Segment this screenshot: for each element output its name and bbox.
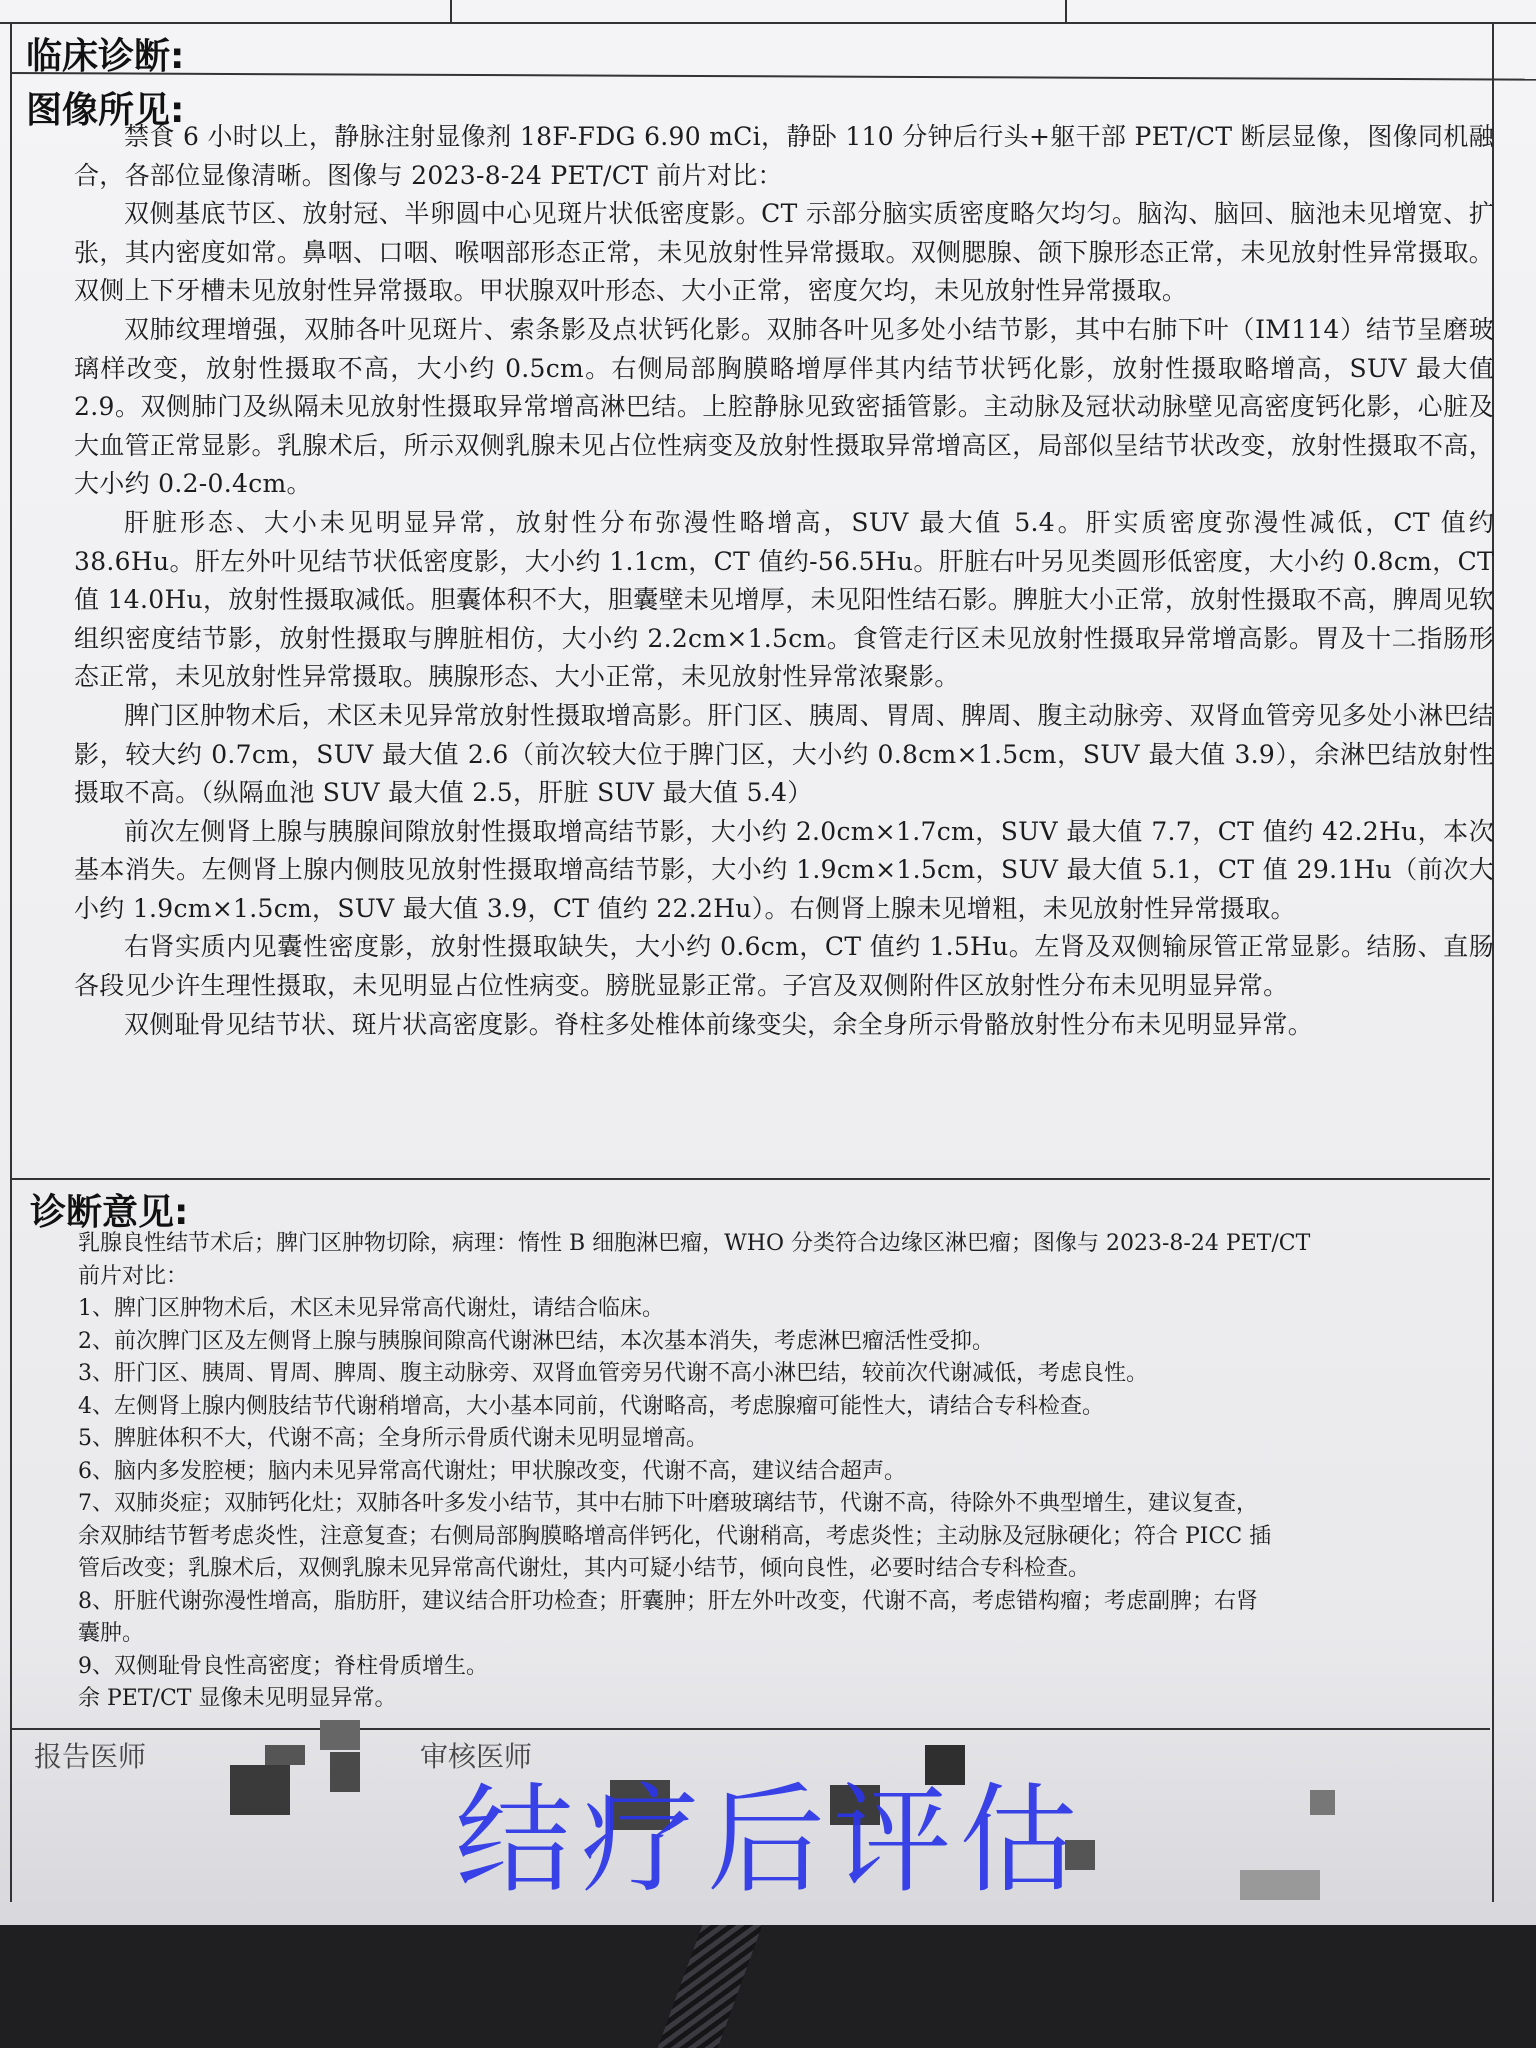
reviewer-label: 审核医师 bbox=[420, 1740, 533, 1773]
divider-line bbox=[10, 1178, 1490, 1180]
impression-line: 7、双肺炎症；双肺钙化灶；双肺各叶多发小结节，其中右肺下叶磨玻璃结节，代谢不高，待除外不典型增生，建议复查， bbox=[78, 1491, 1259, 1516]
findings-body bbox=[74, 118, 1494, 1044]
findings-paragraph: 禁食 6 小时以上，静脉注射显像剂 18F-FDG 6.90 mCi，静卧 110 分钟后行头+躯干部 PET/CT 断层显像，图像同机融合，各部位显像清晰。图像与 2023-8-24 PET/CT 前片对比： bbox=[74, 122, 1494, 190]
impression-body bbox=[78, 1228, 1478, 1716]
clinical-diagnosis-title: 临床诊断: bbox=[26, 36, 185, 77]
background-surface bbox=[0, 1925, 1536, 2048]
pixelation-block bbox=[1310, 1790, 1335, 1815]
top-table-strip bbox=[0, 0, 1536, 24]
findings-paragraph: 脾门区肿物术后，术区未见异常放射性摄取增高影。肝门区、胰周、胃周、脾周、腹主动脉旁、双肾血管旁见多处小淋巴结影，较大约 0.7cm，SUV 最大值 2.6（前次较大位于脾门区，大小约 0.8cm×1.5cm，SUV 最大值 3.9），余淋巴结放射性摄取不高。（纵隔血池 SUV 最大值 2.5，肝脏 SUV 最大值 5.4） bbox=[74, 700, 1494, 808]
impression-line: 6、脑内多发腔梗；脑内未见异常高代谢灶；甲状腺改变，代谢不高，建议结合超声。 bbox=[78, 1458, 906, 1484]
impression-line: 5、脾脏体积不大，代谢不高；全身所示骨质代谢未见明显增高。 bbox=[78, 1426, 708, 1451]
pixelation-block bbox=[230, 1765, 290, 1815]
pixelation-block bbox=[1240, 1870, 1320, 1900]
handwritten-watermark: 结疗后评估 bbox=[455, 1771, 1086, 1909]
findings-paragraph: 双侧耻骨见结节状、斑片状高密度影。脊柱多处椎体前缘变尖，余全身所示骨骼放射性分布未见明显异常。 bbox=[124, 1009, 1314, 1039]
impression-line: 前片对比： bbox=[78, 1263, 189, 1289]
impression-line: 3、肝门区、胰周、胃周、脾周、腹主动脉旁、双肾血管旁另代谢不高小淋巴结，较前次代谢减低，考虑良性。 bbox=[78, 1361, 1149, 1386]
findings-paragraph: 右肾实质内见囊性密度影，放射性摄取缺失，大小约 0.6cm，CT 值约 1.5Hu。左肾及双侧输尿管正常显影。结肠、直肠各段见少许生理性摄取，未见明显占位性病变。膀胱显影正常。子宫及双侧附件区放射性分布未见明显异常。 bbox=[74, 932, 1494, 1001]
impression-line: 2、前次脾门区及左侧肾上腺与胰腺间隙高代谢淋巴结，本次基本消失，考虑淋巴瘤活性受抑。 bbox=[78, 1328, 995, 1354]
findings-title: 图像所见: bbox=[26, 90, 185, 131]
impression-line: 乳腺良性结节术后；脾门区肿物切除，病理：惰性 B 细胞淋巴瘤，WHO 分类符合边缘区淋巴瘤；图像与 2023-8-24 PET/CT bbox=[78, 1231, 1311, 1256]
findings-paragraph: 双肺纹理增强，双肺各叶见斑片、索条影及点状钙化影。双肺各叶见多处小结节影，其中右肺下叶（IM114）结节呈磨玻璃样改变，放射性摄取不高，大小约 0.5cm。右侧局部胸膜略增厚伴其内结节状钙化影，放射性摄取略增高，SUV 最大值 2.9。双侧肺门及纵隔未见放射性摄取异常增高淋巴结。上腔静脉见致密插管影。主动脉及冠状动脉壁见高密度钙化影，心脏及大血管正常显影。乳腺术后，所示双侧乳腺未见占位性病变及放射性摄取异常增高区，局部似呈结节状改变，放射性摄取不高，大小约 0.2-0.4cm。 bbox=[74, 314, 1494, 499]
pixelation-block bbox=[320, 1720, 360, 1750]
reporter-label: 报告医师 bbox=[34, 1740, 147, 1773]
impression-line: 余双肺结节暂考虑炎性，注意复查；右侧局部胸膜略增高伴钙化，代谢稍高，考虑炎性；主动脉及冠脉硬化；符合 PICC 插 bbox=[78, 1523, 1272, 1549]
impression-line: 9、双侧耻骨良性高密度；脊柱骨质增生。 bbox=[78, 1653, 488, 1679]
pixelation-block bbox=[330, 1752, 360, 1792]
impression-line: 4、左侧肾上腺内侧肢结节代谢稍增高，大小基本同前，代谢略高，考虑腺瘤可能性大，请结合专科检查。 bbox=[78, 1393, 1105, 1419]
impression-title: 诊断意见: bbox=[30, 1192, 189, 1233]
impression-line: 1、脾门区肿物术后，术区未见异常高代谢灶，请结合临床。 bbox=[78, 1296, 664, 1321]
findings-paragraph: 前次左侧肾上腺与胰腺间隙放射性摄取增高结节影，大小约 2.0cm×1.7cm，SUV 最大值 7.7，CT 值约 42.2Hu，本次基本消失。左侧肾上腺内侧肢见放射性摄取增高结节影，大小约 1.9cm×1.5cm，SUV 最大值 5.1，CT 值 29.1Hu（前次大小约 1.9cm×1.5cm，SUV 最大值 3.9，CT 值约 22.2Hu）。右侧肾上腺未见增粗，未见放射性异常摄取。 bbox=[74, 816, 1494, 923]
findings-paragraph: 双侧基底节区、放射冠、半卵圆中心见斑片状低密度影。CT 示部分脑实质密度略欠均匀。脑沟、脑回、脑池未见增宽、扩张，其内密度如常。鼻咽、口咽、喉咽部形态正常，未见放射性异常摄取。双侧腮腺、颌下腺形态正常，未见放射性异常摄取。双侧上下牙槽未见放射性异常摄取。甲状腺双叶形态、大小正常，密度欠均，未见放射性异常摄取。 bbox=[74, 199, 1494, 306]
findings-paragraph: 肝脏形态、大小未见明显异常，放射性分布弥漫性略增高，SUV 最大值 5.4。肝实质密度弥漫性减低，CT 值约 38.6Hu。肝左外叶见结节状低密度影，大小约 1.1cm，CT 值约-56.5Hu。肝脏右叶另见类圆形低密度，大小约 0.8cm，CT 值 14.0Hu，放射性摄取减低。胆囊体积不大，胆囊壁未见增厚，未见阳性结石影。脾脏大小正常，放射性摄取不高，脾周见软组织密度结节影，放射性摄取与脾脏相仿，大小约 2.2cm×1.5cm。食管走行区未见放射性摄取异常增高影。胃及十二指肠形态正常，未见放射性异常摄取。胰腺形态、大小正常，未见放射性异常浓聚影。 bbox=[74, 507, 1494, 692]
divider-line bbox=[10, 1728, 1490, 1730]
impression-line: 囊肿。 bbox=[78, 1621, 145, 1646]
impression-line: 管后改变；乳腺术后，双侧乳腺未见异常高代谢灶，其内可疑小结节，倾向良性，必要时结合专科检查。 bbox=[78, 1556, 1091, 1581]
impression-line: 余 PET/CT 显像未见明显异常。 bbox=[78, 1686, 397, 1711]
impression-line: 8、肝脏代谢弥漫性增高，脂肪肝，建议结合肝功检查；肝囊肿；肝左外叶改变，代谢不高，考虑错构瘤；考虑副脾；右肾 bbox=[78, 1588, 1259, 1614]
pixelation-block bbox=[265, 1745, 305, 1765]
